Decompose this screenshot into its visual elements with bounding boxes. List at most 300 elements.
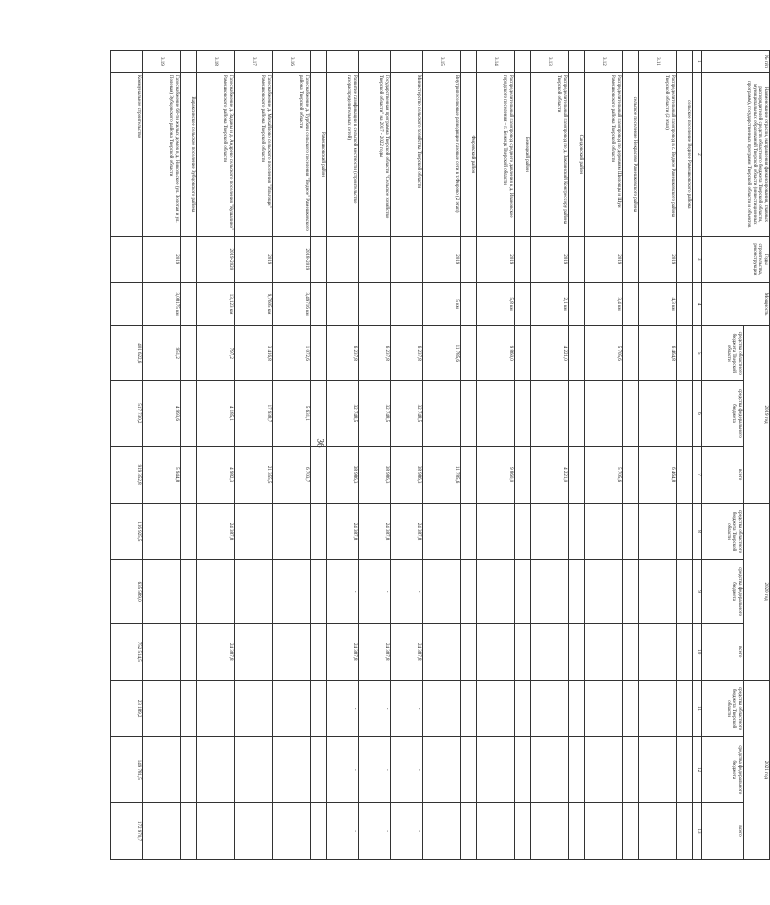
page-number: 36 xyxy=(315,438,326,448)
amount-cell xyxy=(477,503,515,560)
empty-cell xyxy=(569,623,585,680)
header-capacity: Мощность xyxy=(702,282,770,326)
row-no-cell xyxy=(515,51,531,73)
amount-cell xyxy=(639,737,677,803)
empty-cell xyxy=(623,737,639,803)
empty-cell xyxy=(181,560,197,623)
amount-cell: - xyxy=(327,560,359,623)
empty-cell xyxy=(311,326,327,381)
empty-cell xyxy=(515,446,531,503)
empty-cell xyxy=(311,623,327,680)
amount-cell: 517 730,2 xyxy=(111,381,143,447)
amount-cell xyxy=(531,680,569,737)
amount-cell xyxy=(143,680,181,737)
amount-cell: 797,2 xyxy=(197,326,235,381)
row-no-cell xyxy=(569,51,585,73)
empty-cell xyxy=(677,236,693,282)
amount-cell xyxy=(531,381,569,447)
row-years: 2019-2020 xyxy=(197,236,235,282)
amount-cell: 752 514,5 xyxy=(111,623,143,680)
amount-cell: 401 622,6 xyxy=(111,326,143,381)
row-name: Внутрипоселковые разводящие газовые сети в т.Фирово (2 этап) xyxy=(423,72,461,236)
row-years: 2018-2019 xyxy=(273,236,311,282)
empty-cell xyxy=(311,803,327,860)
row-capacity: 2,1 км xyxy=(531,282,569,326)
column-index-cell: 7 xyxy=(693,446,702,503)
amount-cell: 116 925,5 xyxy=(111,503,143,560)
amount-cell: 4 185,1 xyxy=(197,381,235,447)
header-total-2021: всего xyxy=(702,803,744,860)
amount-cell xyxy=(423,503,461,560)
amount-cell: 5 705,6 xyxy=(585,326,623,381)
table-row xyxy=(235,51,273,860)
empty-cell xyxy=(569,680,585,737)
amount-cell xyxy=(235,803,273,860)
amount-cell xyxy=(531,623,569,680)
row-years xyxy=(327,236,359,282)
amount-cell: - xyxy=(359,680,391,737)
amount-cell: 23 189,2 xyxy=(111,680,143,737)
amount-cell: 4 982,3 xyxy=(197,446,235,503)
row-number xyxy=(111,51,143,73)
section-heading: Рамешковский район xyxy=(311,72,327,236)
table-row xyxy=(197,51,235,860)
row-number xyxy=(359,51,391,73)
empty-cell xyxy=(677,737,693,803)
empty-cell xyxy=(623,803,639,860)
row-number: 3.14 xyxy=(477,51,515,73)
column-index-cell: 1 xyxy=(693,51,702,73)
empty-cell xyxy=(461,381,477,447)
amount-cell: 919 352,8 xyxy=(111,446,143,503)
table-row xyxy=(111,51,143,860)
amount-cell: 4 221,0 xyxy=(531,326,569,381)
empty-cell xyxy=(569,803,585,860)
header-federal-2019: средства федерального бюджета xyxy=(702,381,744,447)
row-years: 2019 xyxy=(235,236,273,282)
amount-cell: 6 237,8 xyxy=(359,326,391,381)
amount-cell xyxy=(143,560,181,623)
empty-cell xyxy=(515,623,531,680)
amount-cell xyxy=(143,737,181,803)
header-federal-2020: средства федерального бюджета xyxy=(702,560,744,623)
amount-cell xyxy=(197,560,235,623)
amount-cell xyxy=(585,623,623,680)
row-years: 2019 xyxy=(423,236,461,282)
amount-cell xyxy=(639,623,677,680)
amount-cell: 6 237,8 xyxy=(391,326,423,381)
empty-cell xyxy=(311,282,327,326)
column-index-cell: 6 xyxy=(693,381,702,447)
empty-cell xyxy=(515,236,531,282)
empty-cell xyxy=(677,326,693,381)
header-regional-2019: средства областного бюджета Тверской области xyxy=(702,326,744,381)
empty-cell xyxy=(181,803,197,860)
amount-cell: 5 944,8 xyxy=(143,446,181,503)
empty-cell xyxy=(569,560,585,623)
amount-cell: - xyxy=(359,803,391,860)
amount-cell xyxy=(531,503,569,560)
section-heading: Бежецкий район xyxy=(515,72,531,236)
amount-cell: 149 781,5 xyxy=(111,737,143,803)
amount-cell xyxy=(197,737,235,803)
amount-cell xyxy=(273,623,311,680)
empty-cell xyxy=(515,737,531,803)
row-capacity xyxy=(111,282,143,326)
amount-cell xyxy=(585,560,623,623)
amount-cell: 5 705,6 xyxy=(585,446,623,503)
amount-cell xyxy=(143,623,181,680)
amount-cell xyxy=(235,560,273,623)
row-no-cell xyxy=(181,51,197,73)
table-body xyxy=(111,51,693,860)
amount-cell xyxy=(423,381,461,447)
amount-cell xyxy=(423,623,461,680)
amount-cell: 9 860,0 xyxy=(477,326,515,381)
amount-cell xyxy=(273,680,311,737)
empty-cell xyxy=(623,381,639,447)
empty-cell xyxy=(677,560,693,623)
empty-cell xyxy=(181,282,197,326)
row-capacity: 13,123 км xyxy=(197,282,235,326)
empty-cell xyxy=(461,326,477,381)
amount-cell: 21 355,5 xyxy=(235,446,273,503)
amount-cell xyxy=(477,381,515,447)
table-row xyxy=(623,51,639,860)
empty-cell xyxy=(461,803,477,860)
amount-cell: 635 589,0 xyxy=(111,560,143,623)
amount-cell: - xyxy=(359,737,391,803)
table-row xyxy=(391,51,423,860)
empty-cell xyxy=(569,282,585,326)
table-row xyxy=(477,51,515,860)
row-number: 3.11 xyxy=(639,51,677,73)
amount-cell xyxy=(585,381,623,447)
empty-cell xyxy=(311,503,327,560)
amount-cell xyxy=(197,803,235,860)
amount-cell: 6 703,7 xyxy=(273,446,311,503)
table-row xyxy=(311,51,327,860)
empty-cell xyxy=(311,236,327,282)
header-name: Наименование отрасли, направления финансирования, главных распорядителей средств областного бюджета Тверской области, муниципальных образований Тверской области (инвестиционных программ), государственных программ Тверской области и объектов xyxy=(702,72,770,236)
empty-cell xyxy=(461,503,477,560)
empty-cell xyxy=(181,623,197,680)
amount-cell xyxy=(531,560,569,623)
table-row xyxy=(423,51,461,860)
empty-cell xyxy=(623,680,639,737)
amount-cell: 38 986,3 xyxy=(391,446,423,503)
table-row xyxy=(677,51,693,860)
table-row xyxy=(639,51,677,860)
amount-cell: - xyxy=(391,737,423,803)
amount-cell: 24 387,8 xyxy=(197,503,235,560)
empty-cell xyxy=(569,326,585,381)
empty-cell xyxy=(311,680,327,737)
amount-cell xyxy=(143,503,181,560)
budget-table xyxy=(110,50,770,860)
row-capacity: 3,49716 км xyxy=(273,282,311,326)
amount-cell: 6 237,8 xyxy=(327,326,359,381)
column-index-cell: 10 xyxy=(693,623,702,680)
amount-cell: 38 986,3 xyxy=(327,446,359,503)
empty-cell xyxy=(181,737,197,803)
row-years: 2019 xyxy=(585,236,623,282)
row-capacity: 5,8 км xyxy=(477,282,515,326)
amount-cell xyxy=(477,680,515,737)
amount-cell: 5 631,1 xyxy=(273,381,311,447)
row-number: 3.16 xyxy=(273,51,311,73)
row-years xyxy=(391,236,423,282)
amount-cell xyxy=(273,503,311,560)
empty-cell xyxy=(515,803,531,860)
row-years xyxy=(359,236,391,282)
amount-cell xyxy=(585,680,623,737)
table-row xyxy=(327,51,359,860)
amount-cell: 11 785,6 xyxy=(423,446,461,503)
row-number: 3.15 xyxy=(423,51,461,73)
row-number: 3.19 xyxy=(143,51,181,73)
table-row xyxy=(181,51,197,860)
amount-cell: 24 387,8 xyxy=(391,503,423,560)
amount-cell: - xyxy=(391,680,423,737)
column-index-cell: 5 xyxy=(693,326,702,381)
empty-cell xyxy=(311,737,327,803)
amount-cell: - xyxy=(327,803,359,860)
row-capacity: 4,3 км xyxy=(639,282,677,326)
header-year-2021: 2021 год xyxy=(744,680,770,859)
row-no-cell xyxy=(623,51,639,73)
amount-cell: 24 387,8 xyxy=(391,623,423,680)
amount-cell: 4 221,0 xyxy=(531,446,569,503)
row-capacity xyxy=(359,282,391,326)
amount-cell: 9 860,0 xyxy=(477,446,515,503)
section-heading: Фировский район xyxy=(461,72,477,236)
amount-cell xyxy=(477,737,515,803)
header-total-2019: всего xyxy=(702,446,744,503)
amount-cell: 172 970,7 xyxy=(111,803,143,860)
amount-cell xyxy=(531,803,569,860)
empty-cell xyxy=(623,503,639,560)
amount-cell: 17 938,7 xyxy=(235,381,273,447)
amount-cell xyxy=(423,737,461,803)
header-total-2020: всего xyxy=(702,623,744,680)
empty-cell xyxy=(623,446,639,503)
row-name: Газоснабжение 60-ти жилых домов в д. Никольское (ул. Золотая и ул. Полевая) Зубцовского района Тверской области xyxy=(143,72,181,236)
row-no-cell xyxy=(461,51,477,73)
header-years: Годы строительства, реконструкции xyxy=(702,236,770,282)
empty-cell xyxy=(181,381,197,447)
amount-cell xyxy=(585,803,623,860)
amount-cell: 3 416,8 xyxy=(235,326,273,381)
row-name: Государственная программа Тверской области "Сельское хозяйство Тверской области" на 2017 - 2022 годы xyxy=(359,72,391,236)
empty-cell xyxy=(461,282,477,326)
row-capacity: 5 км xyxy=(423,282,461,326)
empty-cell xyxy=(181,326,197,381)
header-year-2020: 2020 год xyxy=(744,503,770,680)
table-row xyxy=(531,51,569,860)
amount-cell xyxy=(639,560,677,623)
amount-cell: - xyxy=(327,737,359,803)
amount-cell: 24 387,8 xyxy=(327,623,359,680)
column-index-cell: 9 xyxy=(693,560,702,623)
header-year-2019: 2019 год xyxy=(744,326,770,503)
empty-cell xyxy=(515,503,531,560)
amount-cell xyxy=(235,680,273,737)
amount-cell xyxy=(273,560,311,623)
row-number: 3.18 xyxy=(197,51,235,73)
row-name: Министерство сельского хозяйства Тверской области xyxy=(391,72,423,236)
row-name: Распределительный газопровод в с. Ведное Рамешковского района Тверской области (2 этап) xyxy=(639,72,677,236)
empty-cell xyxy=(677,623,693,680)
column-index-cell: 3 xyxy=(693,236,702,282)
row-number: 3.17 xyxy=(235,51,273,73)
empty-cell xyxy=(677,680,693,737)
amount-cell: 24 387,8 xyxy=(359,503,391,560)
column-index-cell: 13 xyxy=(693,803,702,860)
amount-cell xyxy=(423,803,461,860)
row-capacity xyxy=(391,282,423,326)
amount-cell: 4 993,6 xyxy=(143,381,181,447)
amount-cell xyxy=(143,803,181,860)
amount-cell: 32 748,5 xyxy=(359,381,391,447)
empty-cell xyxy=(569,737,585,803)
empty-cell xyxy=(461,623,477,680)
amount-cell: 32 748,5 xyxy=(327,381,359,447)
section-heading: сельское поселение Ведное Рамешковского района xyxy=(677,72,693,236)
row-name: Распределительный газопровод по деревням Шиловцы и Шуи Рамешковского района Тверской области xyxy=(585,72,623,236)
amount-cell xyxy=(423,680,461,737)
amount-cell xyxy=(639,803,677,860)
amount-cell xyxy=(585,503,623,560)
section-heading: Вараксинское сельское поселение Зубцовского района xyxy=(181,72,197,236)
row-no-cell xyxy=(311,51,327,73)
row-number xyxy=(391,51,423,73)
row-name: Распределительный газопровод по д. Заклинский Конгрессору района Тверской области xyxy=(531,72,569,236)
empty-cell xyxy=(569,446,585,503)
empty-cell xyxy=(515,282,531,326)
header-federal-2021: средства федерального бюджета xyxy=(702,737,744,803)
amount-cell xyxy=(235,623,273,680)
table-row xyxy=(461,51,477,860)
column-index-cell: 12 xyxy=(693,737,702,803)
amount-cell xyxy=(273,803,311,860)
amount-cell: 24 387,8 xyxy=(359,623,391,680)
amount-cell xyxy=(639,503,677,560)
header-regional-2020: средства областного бюджета Тверской области xyxy=(702,503,744,560)
amount-cell xyxy=(531,737,569,803)
row-capacity: 3,08175 км xyxy=(143,282,181,326)
table-row xyxy=(273,51,311,860)
table-row xyxy=(569,51,585,860)
amount-cell: - xyxy=(391,560,423,623)
row-name: Газоснабжение д. Турбачи сельского поселения "Ведное" Рамешковского района Тверской области xyxy=(273,72,311,236)
table-row xyxy=(585,51,623,860)
empty-cell xyxy=(677,503,693,560)
empty-cell xyxy=(677,446,693,503)
row-number: 3.13 xyxy=(531,51,569,73)
row-capacity xyxy=(327,282,359,326)
empty-cell xyxy=(515,680,531,737)
empty-cell xyxy=(569,381,585,447)
row-years: 2019 xyxy=(477,236,515,282)
empty-cell xyxy=(181,236,197,282)
section-heading: сельское поселение Некрасово Рамешковского района xyxy=(623,72,639,236)
empty-cell xyxy=(623,560,639,623)
empty-cell xyxy=(311,381,327,447)
amount-cell: 24 387,8 xyxy=(327,503,359,560)
amount-cell: 32 748,5 xyxy=(391,381,423,447)
table-row xyxy=(359,51,391,860)
amount-cell xyxy=(639,381,677,447)
empty-cell xyxy=(623,326,639,381)
empty-cell xyxy=(569,236,585,282)
empty-cell xyxy=(623,623,639,680)
amount-cell: 38 986,3 xyxy=(359,446,391,503)
amount-cell xyxy=(585,737,623,803)
empty-cell xyxy=(181,503,197,560)
row-years xyxy=(111,236,143,282)
amount-cell xyxy=(197,680,235,737)
header-no: № п/п xyxy=(702,51,770,73)
row-number xyxy=(327,51,359,73)
empty-cell xyxy=(623,282,639,326)
amount-cell: - xyxy=(391,803,423,860)
row-no-cell xyxy=(677,51,693,73)
amount-cell: 24 387,8 xyxy=(197,623,235,680)
amount-cell xyxy=(639,680,677,737)
row-years: 2019 xyxy=(531,236,569,282)
empty-cell xyxy=(461,680,477,737)
empty-cell xyxy=(461,560,477,623)
row-years: 2019 xyxy=(143,236,181,282)
header-regional-2021: средства областного бюджета Тверской области xyxy=(702,680,744,737)
empty-cell xyxy=(515,326,531,381)
amount-cell xyxy=(477,803,515,860)
row-name: Газоснабжение д. Заданы и д. Андрево сельского поселения "Кушалино" Рамешковского района Тверской области xyxy=(197,72,235,236)
column-index-cell: 4 xyxy=(693,282,702,326)
table-row xyxy=(515,51,531,860)
rotated-table-frame xyxy=(110,50,770,860)
empty-cell xyxy=(461,737,477,803)
amount-cell xyxy=(273,737,311,803)
column-index-cell: 8 xyxy=(693,503,702,560)
empty-cell xyxy=(677,381,693,447)
row-name: Коммунальное строительство xyxy=(111,72,143,236)
empty-cell xyxy=(623,236,639,282)
amount-cell xyxy=(477,623,515,680)
row-capacity: 9,7605 км xyxy=(235,282,273,326)
empty-cell xyxy=(181,680,197,737)
empty-cell xyxy=(569,503,585,560)
amount-cell: - xyxy=(327,680,359,737)
column-index-cell: 11 xyxy=(693,680,702,737)
empty-cell xyxy=(311,560,327,623)
row-name: Развитие газификации в сельской местности (строительство газораспределительных сетей) xyxy=(327,72,359,236)
amount-cell xyxy=(235,737,273,803)
empty-cell xyxy=(181,446,197,503)
amount-cell: 951,2 xyxy=(143,326,181,381)
column-index-cell: 2 xyxy=(693,72,702,236)
empty-cell xyxy=(677,803,693,860)
column-index-row xyxy=(693,51,702,860)
section-heading: Сандовский район xyxy=(569,72,585,236)
amount-cell: - xyxy=(359,560,391,623)
amount-cell: 11 785,6 xyxy=(423,326,461,381)
row-name: Распределительный газопровод среднего давления к д. Ивановское городского поселения – г. Бежецк Тверской области xyxy=(477,72,515,236)
row-years: 2019 xyxy=(639,236,677,282)
row-number: 3.12 xyxy=(585,51,623,73)
empty-cell xyxy=(515,560,531,623)
